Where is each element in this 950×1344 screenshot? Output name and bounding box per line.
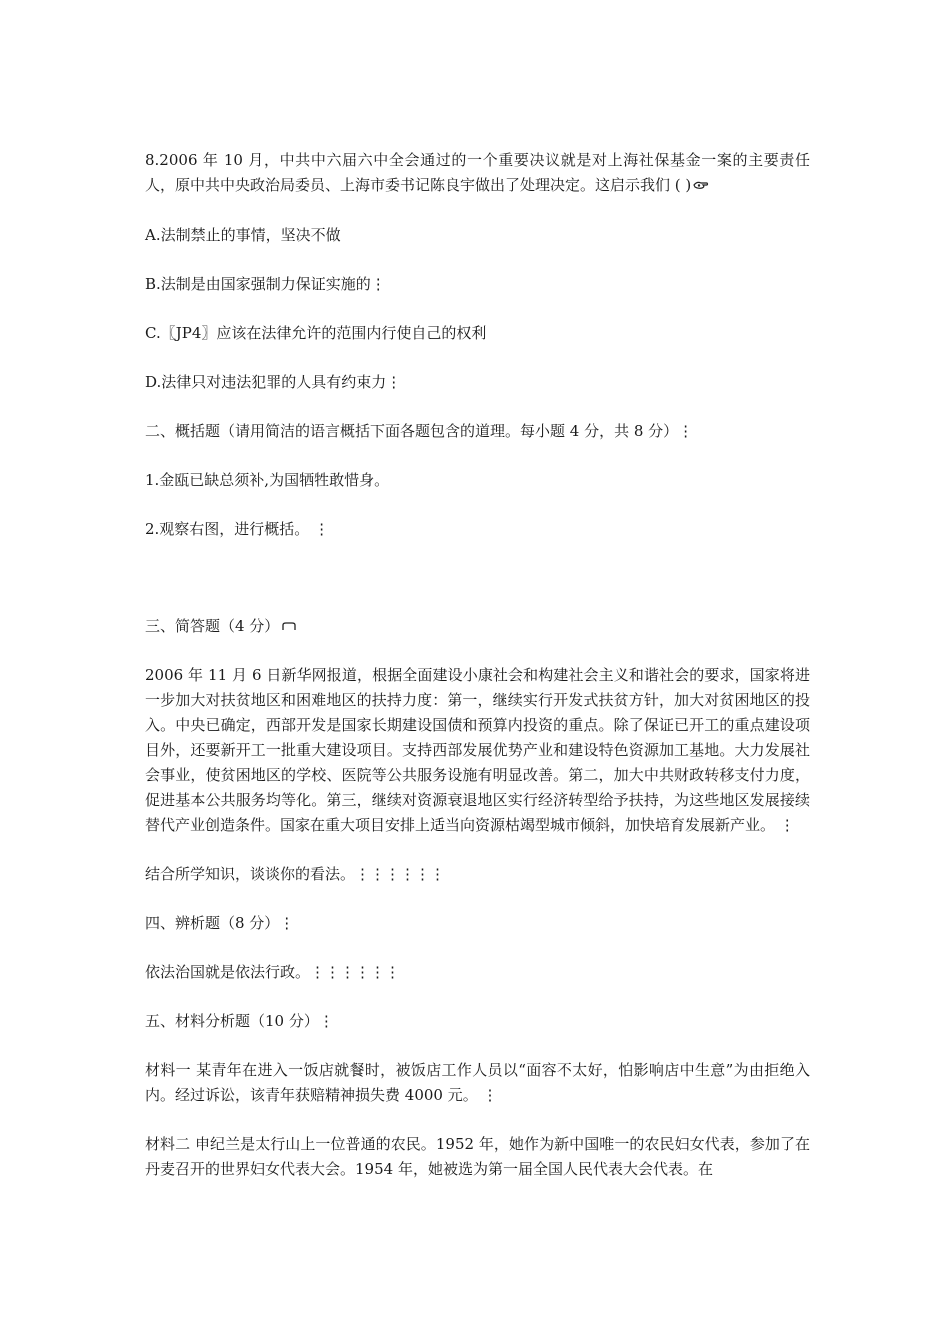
section-3-passage: 2006 年 11 月 6 日新华网报道，根据全面建设小康社会和构建社会主义和谐社会的要求，国家将进一步加大对扶贫地区和困难地区的扶持力度：第一，继续实行开发式扶贫方针，加大对贫困地区的投入。中央已确定，西部开发是国家长期建设国债和预算内投资的重点。除了保证已开工的重点建设项目外，还要新开工一批重大建设项目。支持西部发展优势产业和建设特色资源加工基地。大力发展社会事业，使贫困地区的学校、医院等公共服务设施有明显改善。第二，加大中共财政转移支付力度，促进基本公共服务均等化。第三，继续对资源衰退地区实行经济转型给予扶持，为这些地区发展接续替代产业创造条件。国家在重大项目安排上适当向资源枯竭型城市倾斜，加快培育发展新产业。 ⋮ (145, 666, 810, 834)
option-d: D.法律只对违法犯罪的人具有约束力⋮ (145, 372, 402, 391)
section-5-material-2: 材料二 申纪兰是太行山上一位普通的农民。1952 年，她作为新中国唯一的农民妇女代表，参加了在丹麦召开的世界妇女代表大会。1954 年，她被选为第一届全国人民代表大会代表。在 (145, 1135, 810, 1178)
question-8-text: 8.2006 年 10 月，中共中六届六中全会通过的一个重要决议就是对上海社保基金一案的主要责任人，原中共中央政治局委员、上海市委书记陈良宇做出了处理决定。这启示我们 ( ) (145, 151, 810, 194)
section-3-title: 三、简答题（4 分） (145, 616, 280, 635)
bracket-mark-icon (281, 614, 297, 639)
section-4-statement: 依法治国就是依法行政。⋮⋮⋮⋮⋮⋮ (145, 963, 401, 981)
section-2-title: 二、概括题（请用简洁的语言概括下面各题包含的道理。每小题 4 分，共 8 分）⋮ (145, 421, 694, 440)
question-8 (145, 148, 810, 199)
hand-pointer-icon (693, 174, 709, 199)
option-b: B.法制是由国家强制力保证实施的⋮ (145, 274, 386, 293)
section-3-title-row (145, 614, 810, 640)
section-4-title: 四、辨析题（8 分）⋮ (145, 914, 295, 932)
section-2-question-2: 2.观察右图，进行概括。 ⋮ (145, 519, 330, 538)
section-3-prompt: 结合所学知识，谈谈你的看法。⋮⋮⋮⋮⋮⋮ (145, 865, 446, 883)
section-5-title: 五、材料分析题（10 分）⋮ (145, 1012, 334, 1030)
option-c: C.〖JP4〗应该在法律允许的范围内行使自己的权利 (145, 323, 487, 342)
option-a: A.法制禁止的事情，坚决不做 (145, 225, 341, 244)
spacer (145, 566, 810, 614)
document-page (145, 148, 810, 1206)
section-2-question-1: 1.金瓯已缺总须补,为国牺牲敢惜身。 (145, 470, 390, 489)
section-5-material-1: 材料一 某青年在进入一饭店就餐时，被饭店工作人员以“面容不太好，怕影响店中生意”为由拒绝入内。经过诉讼，该青年获赔精神损失费 4000 元。 ⋮ (145, 1061, 810, 1104)
